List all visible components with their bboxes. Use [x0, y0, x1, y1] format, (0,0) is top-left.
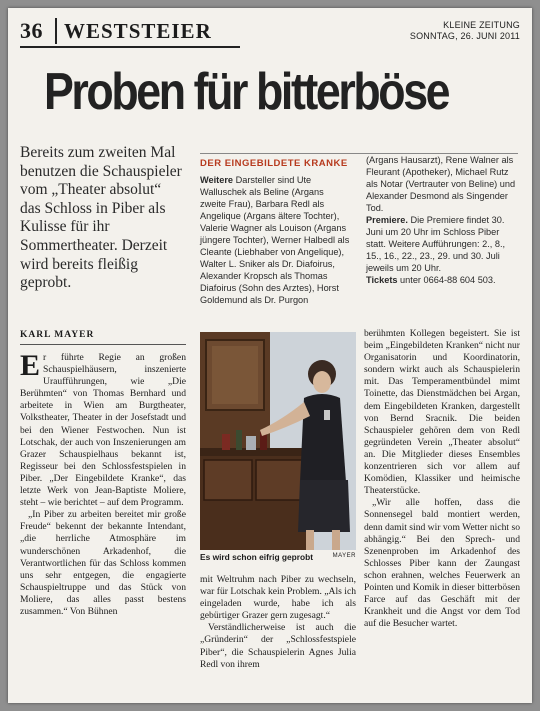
page-number: 36 — [20, 18, 43, 43]
drop-cap: E — [20, 349, 41, 382]
rehearsal-photo-illustration — [200, 332, 356, 550]
paragraph: berühmten Kollegen begeistert. Sie ist beim „Eingebildeten Kranken“ nicht nur Organisatorin und Koordinatorin, sondern wirkt auch als Schauspielerin mit. Das Temperamentbündel mimt Toinette, das Dienstmädchen bei Argan, dem Eingebildeten Kranken, dargestellt von Bernd Sracnik. Die beiden Schauspieler gehören dem von Redl gegründeten Verein „Theater absolut“ an. Die Mitglieder dieses Ensembles konzentrieren sich vor allem auf Komödien, Klassiker und heimische Theaterstücke. — [364, 328, 520, 497]
article-column-1 — [20, 349, 186, 618]
newspaper-page — [8, 8, 532, 703]
issue-date: SONNTAG, 26. JUNI 2011 — [409, 31, 520, 41]
header-rule — [20, 46, 240, 48]
paragraph: Verständlicherweise ist auch die „Gründerin“ der „Schlossfestspiele Piber“, die Schauspielerin Agnes Julia Redl von ihrem — [200, 622, 356, 670]
author-byline: KARL MAYER — [20, 330, 95, 340]
photo-credit: MAYER — [332, 553, 356, 559]
infobox-column-right: (Argans Hausarzt), Rene Walner als Fleurant (Apotheker), Michael Rutz als Notar (Vertrauter von Beline) und Alexander Desmond als Singender Tod. Premiere. Die Premiere findet 30. Juni um 20 Uhr im Schloss Piber statt. Weitere Aufführungen: 2., 8., 15., 16., 22., 23., 29. und 30. Juli jeweils um 20 Uhr. Tickets unter 0664-88 604 503. — [366, 155, 516, 285]
tickets-label: Tickets — [366, 275, 398, 285]
photo-caption: Es wird schon eifrig geprobt MAYER — [200, 552, 356, 562]
paper-name: KLEINE ZEITUNG — [443, 20, 520, 30]
infobox-lead: Weitere — [200, 175, 234, 185]
paragraph: „In Piber zu arbeiten bereitet mir große Freude“ bekennt der bekannte Intendant, „die herrliche Atmosphäre im wunderschönen Arkadenhof, die Verantwortlichen für das Schloss kommen uns sehr entgegen, die engagierte Schauspieltruppe und das Stück von Moliere, das alles passt bestens zusammen.“ Von Bühnen — [20, 509, 186, 617]
infobox-title: DER EINGEBILDETE KRANKE — [200, 158, 348, 169]
byline-rule — [20, 344, 186, 345]
article-column-3 — [364, 328, 520, 630]
headline: Proben für bitterböse — [44, 63, 449, 121]
masthead-info — [410, 20, 520, 42]
paragraph: mit Weltruhm nach Piber zu wechseln, war für Lotschak kein Problem. „Als ich eingeladen wurde, habe ich als gebürtiger Grazer gern zugesagt.“ — [200, 574, 356, 622]
article-column-2 — [200, 574, 356, 671]
article-deck: Bereits zum zweiten Mal benutzen die Schauspieler vom „Theater absolut“ das Schloss in Piber als Kulisse für ihr Sommertheater. Derzeit wird bereits fleißig geprobt. — [20, 144, 182, 292]
article-photo — [200, 332, 356, 550]
section-title: WESTSTEIER — [64, 19, 212, 43]
infobox-column-left: Weitere Darsteller sind Ute Walluschek als Beline (Argans zweite Frau), Barbara Redl als Angelique (Argans ältere Tochter), Valerie Wagner als Louison (Argans jüngere Tochter), Werner Halbedl als Cleante (Liebhaber von Angelique), Walter L. Sniker als Dr. Diafoirus, Alexander Kropsch als Thomas Diafoirus (Sohn des Arztes), Horst Goldemund als Dr. Purgon — [200, 175, 350, 305]
cast-infobox — [200, 153, 518, 312]
header-separator — [55, 18, 57, 44]
premiere-label: Premiere. — [366, 215, 408, 225]
paragraph: Er führte Regie an großen Schauspielhäusern, inszenierte Uraufführungen, wie „Die Berühmten“ von Thomas Bernhard und arbeitete in Wien am Burgtheater, Volkstheater, Theater in der Josefstadt und bei den Wiener Festwochen. Nun ist Lotschak, der auch von Inszenierungen am Grazer Schauspielhaus bekannt ist, Regisseur bei den Schlossfestspielen in Piber. „Der Eingebildete Kranke“, das letzte Werk von Jean-Baptiste Moliere, steht – wie berichtet – auf dem Programm. — [20, 349, 186, 509]
paragraph: „Wir alle hoffen, dass die Sonnensegel bald montiert werden, denn damit sind wir vom Wetter nicht so abhängig.“ Bei den Sprech- und Szenenproben im Arkadenhof des Schlosses Piber kann der Zaungast schon erahnen, welches Feuerwerk an Pointen und Komik in dieser bitterbösen Farce auf das Geschäft mit der Krankheit und die Angst vor dem Tod auf die Besucher wartet. — [364, 497, 520, 630]
